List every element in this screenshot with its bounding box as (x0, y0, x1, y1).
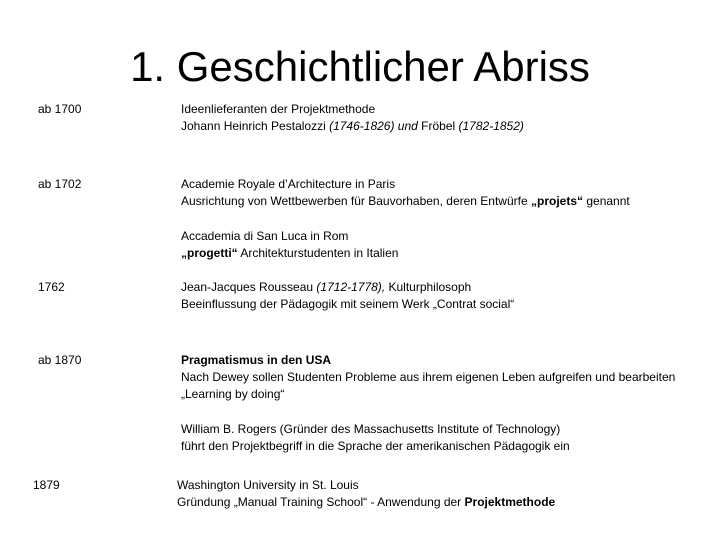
text-run: Beeinflussung der Pädagogik mit seinem Werk „Contrat social“ (181, 297, 515, 311)
text-run: „Learning by doing“ (181, 387, 285, 401)
entry-line (181, 438, 570, 455)
text-run: Academie Royale d’Architecture in Paris (181, 177, 396, 191)
entry-line (181, 176, 630, 193)
text-run: Johann Heinrich Pestalozzi (181, 119, 330, 133)
text-run: Pragmatismus in den USA (181, 353, 332, 367)
entry-block (181, 228, 398, 262)
entry-line (181, 296, 514, 313)
year-label: 1762 (38, 280, 65, 294)
text-run: genannt (583, 194, 630, 208)
slide-title: 1. Geschichtlicher Abriss (130, 43, 590, 90)
text-run: Kulturphilosoph (385, 280, 472, 294)
entry-line (181, 245, 398, 262)
text-run: William B. Rogers (Gründer des Massachusetts Institute of Technology) (181, 422, 561, 436)
text-run: (1746-1826) und (329, 119, 422, 133)
entry-line (181, 193, 630, 210)
text-run: Jean-Jacques Rousseau (181, 280, 317, 294)
text-run: (1712-1778), (316, 280, 386, 294)
entry-line (181, 279, 514, 296)
entry-block (181, 176, 630, 210)
entry-block (177, 477, 555, 511)
entry-line (177, 494, 555, 511)
entry-block (181, 421, 570, 455)
entry-line (181, 101, 524, 118)
entry-block (181, 101, 524, 135)
entry-line (181, 228, 398, 245)
entry-line (181, 386, 675, 403)
entry-line (181, 369, 675, 386)
text-run: „progetti“ (181, 246, 238, 260)
entry-line (181, 421, 570, 438)
text-run: Nach Dewey sollen Studenten Probleme aus ihrem eigenen Leben aufgreifen und bearbeiten (181, 370, 676, 384)
text-run: Architekturstudenten in Italien (237, 246, 399, 260)
text-run: Projektmethode (464, 495, 556, 509)
text-run: Ausrichtung von Wettbewerben für Bauvorhaben, deren Entwürfe (181, 194, 531, 208)
entry-line (181, 118, 524, 135)
entry-line (177, 477, 555, 494)
text-run: führt den Projektbegriff in die Sprache der amerikanischen Pädagogik ein (181, 439, 570, 453)
text-run: Fröbel (421, 119, 459, 133)
text-run: Ideenlieferanten der Projektmethode (181, 102, 376, 116)
year-label: ab 1870 (38, 353, 82, 367)
text-run: (1782-1852) (458, 119, 524, 133)
entry-block (181, 279, 514, 313)
year-label: ab 1700 (38, 102, 82, 116)
year-label: 1879 (33, 478, 60, 492)
entry-block (181, 352, 675, 403)
year-label: ab 1702 (38, 177, 82, 191)
text-run: Gründung „Manual Training School“ - Anwendung der (177, 495, 465, 509)
text-run: „projets“ (531, 194, 584, 208)
text-run: Accademia di San Luca in Rom (181, 229, 349, 243)
text-run: Washington University in St. Louis (177, 478, 359, 492)
entry-line (181, 352, 675, 369)
